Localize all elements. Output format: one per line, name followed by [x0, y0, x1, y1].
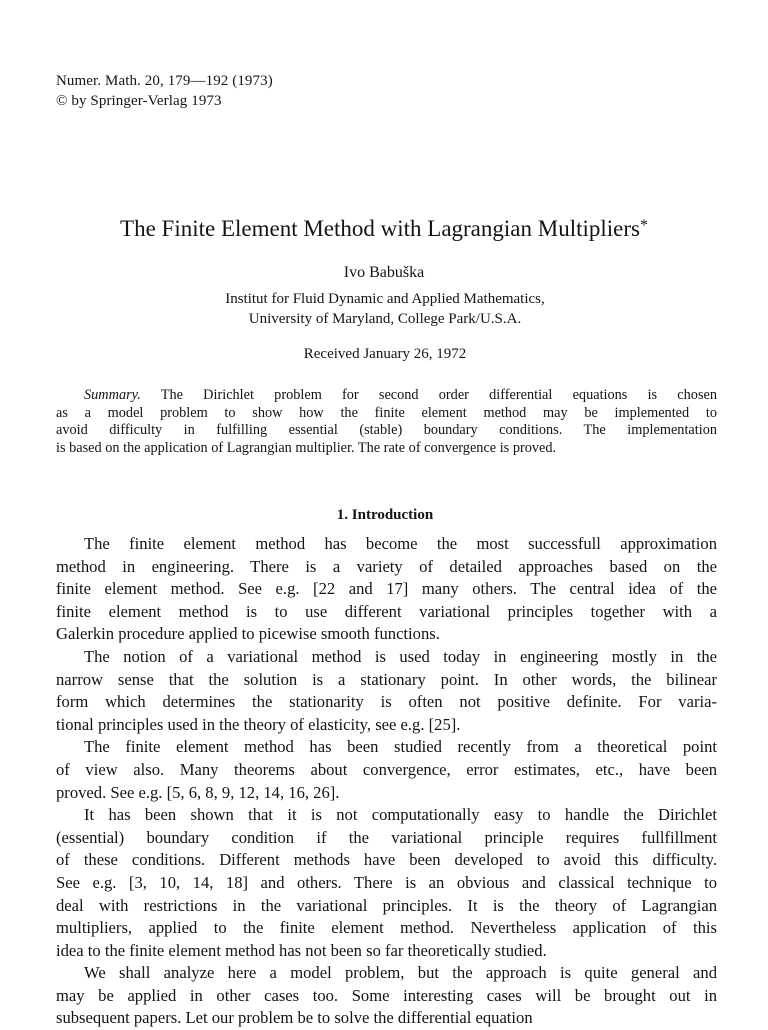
paragraph-line: method in engineering. There is a variety of detailed approaches based on the: [56, 556, 717, 576]
paragraph-line: We shall analyze here a model problem, but the approach is quite general and: [84, 963, 717, 983]
author-name: Ivo Babuška: [343, 264, 425, 281]
paper-title-text: The Finite Element Method with Lagrangian Multipliers: [120, 216, 640, 241]
paragraph-line: finite element method is to use different variational principles together with a: [56, 601, 717, 621]
paragraph-line: may be applied in other cases too. Some interesting cases will be brought out in: [56, 985, 717, 1005]
section-heading: 1. Introduction: [336, 507, 434, 523]
affiliation-line: Institut for Fluid Dynamic and Applied Mathematics,: [225, 291, 545, 307]
paragraph-line: subsequent papers. Let our problem be to solve the differential equation: [56, 1008, 533, 1028]
abstract: [56, 387, 717, 457]
paragraph-line: It has been shown that it is not computationally easy to handle the Dirichlet: [84, 805, 717, 825]
paragraph-line: The notion of a variational method is used today in engineering mostly in the: [84, 646, 717, 666]
journal-citation: Numer. Math. 20, 179—192 (1973): [56, 73, 273, 89]
paragraph-line: multipliers, applied to the finite element method. Nevertheless application of this: [56, 918, 717, 938]
paragraph-line: narrow sense that the solution is a stationary point. In other words, the bilinear: [56, 669, 717, 689]
paragraph-line: of these conditions. Different methods have been developed to avoid this difficulty.: [56, 850, 717, 870]
paragraph-line: (essential) boundary condition if the variational principle requires fullfillment: [56, 827, 717, 847]
abstract-line: is based on the application of Lagrangian multiplier. The rate of convergence is proved.: [56, 439, 557, 456]
copyright-notice: © by Springer-Verlag 1973: [56, 93, 222, 109]
paragraph-line: The finite element method has been studied recently from a theoretical point: [84, 737, 717, 757]
paragraph-line: The finite element method has become the most successfull approximation: [84, 534, 717, 553]
paragraph-line: Galerkin procedure applied to picewise smooth functions.: [56, 624, 440, 644]
title-footnote-mark: *: [639, 217, 648, 234]
paragraph-line: finite element method. See e.g. [22 and 17] many others. The central idea of the: [56, 579, 717, 599]
author-affiliation: [0, 289, 768, 329]
abstract-line: [56, 387, 717, 405]
paragraph-line: proved. See e.g. [5, 6, 8, 9, 12, 14, 16, 26].: [56, 782, 340, 802]
paragraph-line: of view also. Many theorems about convergence, error estimates, etc., have been: [56, 759, 717, 779]
abstract-line: as a model problem to show how the finite element method may be implemented to: [56, 404, 717, 421]
received-date: Received January 26, 1972: [303, 346, 467, 362]
paragraph-line: See e.g. [3, 10, 14, 18] and others. There is an obvious and classical technique to: [56, 872, 717, 892]
abstract-label: Summary.: [84, 387, 141, 403]
paper-title: [0, 214, 768, 244]
paragraph-line: tional principles used in the theory of elasticity, see e.g. [25].: [56, 714, 461, 734]
affiliation-line: University of Maryland, College Park/U.S.A.: [248, 311, 522, 327]
paragraph-line: idea to the finite element method has not been so far theoretically studied.: [56, 940, 547, 960]
paragraph-line: form which determines the stationarity is often not positive definite. For varia-: [56, 692, 717, 712]
abstract-text: The Dirichlet problem for second order differential equations is chosen: [140, 387, 717, 403]
paragraph-line: deal with restrictions in the variational principles. It is the theory of Lagrangian: [56, 895, 717, 915]
body-text: [56, 533, 717, 1030]
journal-header: [56, 71, 273, 111]
abstract-line: avoid difficulty in fulfilling essential (stable) boundary conditions. The implementation: [56, 422, 717, 438]
